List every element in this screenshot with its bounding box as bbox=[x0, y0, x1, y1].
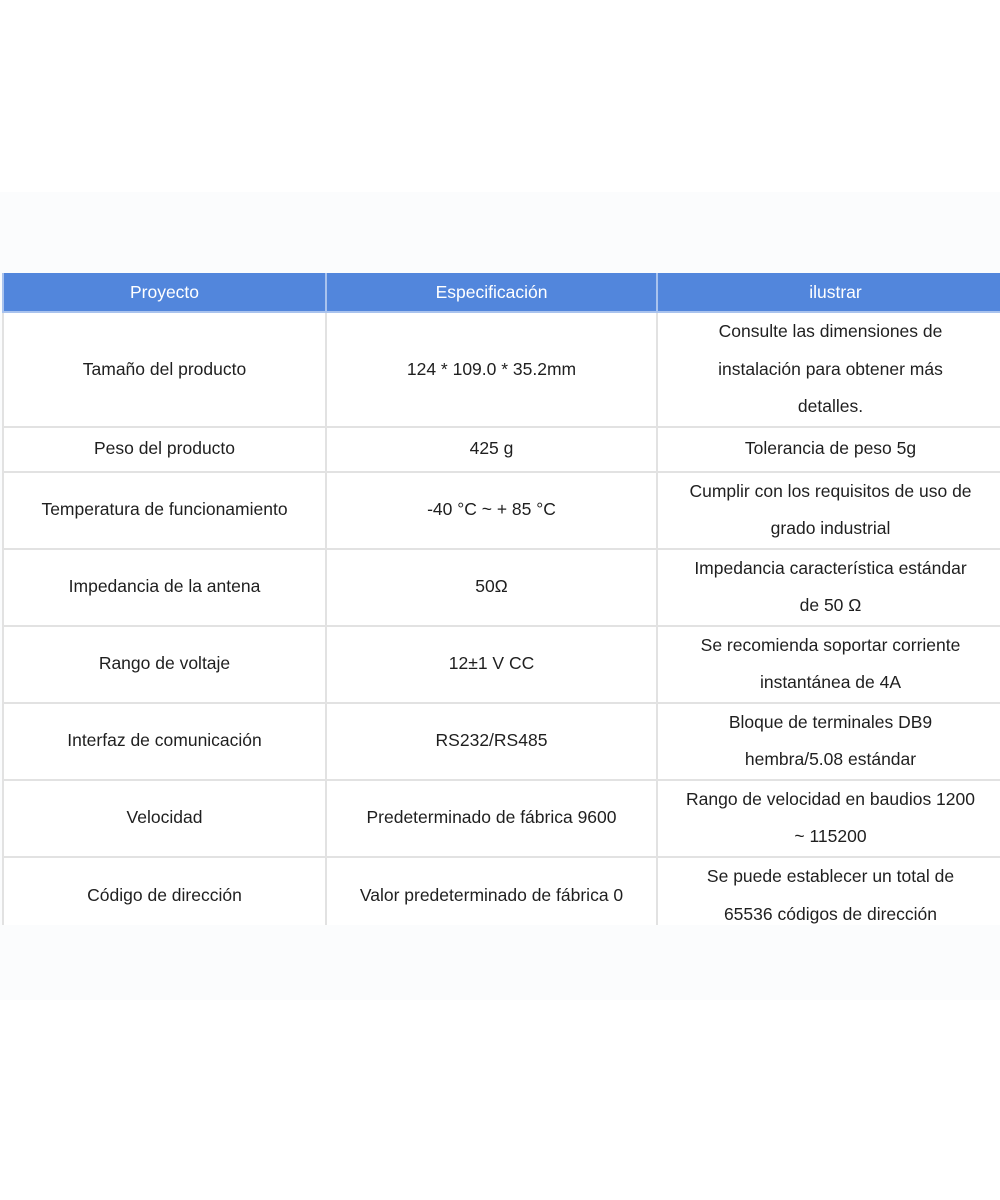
note-line: instalación para obtener más bbox=[718, 358, 943, 379]
table-row bbox=[3, 780, 1000, 857]
note-line: Tolerancia de peso 5g bbox=[744, 438, 917, 459]
cell-note bbox=[657, 427, 1000, 472]
note-line: instantánea de 4A bbox=[759, 672, 902, 692]
column-header-specification: Especificación bbox=[326, 273, 657, 312]
cell-project: Impedancia de la antena bbox=[3, 549, 326, 626]
cell-project: Rango de voltaje bbox=[3, 626, 326, 703]
note-line: Consulte las dimensiones de bbox=[718, 321, 943, 341]
note-line: Impedancia característica estándar bbox=[694, 557, 967, 578]
cell-project: Tamaño del producto bbox=[3, 312, 326, 427]
table-row bbox=[3, 427, 1000, 472]
cell-project: Temperatura de funcionamiento bbox=[3, 472, 326, 549]
note-line: de 50 Ω bbox=[799, 595, 862, 615]
table-row bbox=[3, 472, 1000, 549]
column-header-illustrate: ilustrar bbox=[657, 273, 1000, 312]
spec-table-container bbox=[2, 273, 1000, 925]
note-line: detalles. bbox=[797, 396, 864, 416]
cell-note bbox=[657, 549, 1000, 626]
note-line: Rango de velocidad en baudios 1200 bbox=[686, 788, 975, 809]
table-row bbox=[3, 549, 1000, 626]
cell-spec: RS232/RS485 bbox=[326, 703, 657, 780]
note-line: hembra/5.08 estándar bbox=[744, 749, 917, 769]
table-row bbox=[3, 857, 1000, 926]
cell-note bbox=[657, 857, 1000, 926]
table-header-row bbox=[3, 273, 1000, 312]
cell-note bbox=[657, 312, 1000, 427]
table-row bbox=[3, 703, 1000, 780]
note-line: 65536 códigos de dirección bbox=[723, 903, 938, 924]
cell-spec: 425 g bbox=[326, 427, 657, 472]
cell-note bbox=[657, 626, 1000, 703]
note-line: Bloque de terminales DB9 bbox=[728, 711, 933, 732]
cell-project: Velocidad bbox=[3, 780, 326, 857]
cell-project: Peso del producto bbox=[3, 427, 326, 472]
cell-project: Código de dirección bbox=[3, 857, 326, 926]
table-row bbox=[3, 626, 1000, 703]
cell-note bbox=[657, 780, 1000, 857]
note-line: Se recomienda soportar corriente bbox=[700, 634, 961, 655]
note-line: Se puede establecer un total de bbox=[706, 866, 955, 886]
cell-spec: 12±1 V CC bbox=[326, 626, 657, 703]
cell-spec: 124 * 109.0 * 35.2mm bbox=[326, 312, 657, 427]
cell-note bbox=[657, 472, 1000, 549]
cell-note bbox=[657, 703, 1000, 780]
note-line: grado industrial bbox=[770, 518, 891, 538]
cell-spec: -40 °C ~ + 85 °C bbox=[326, 472, 657, 549]
cell-spec: Predeterminado de fábrica 9600 bbox=[326, 780, 657, 857]
cell-project: Interfaz de comunicación bbox=[3, 703, 326, 780]
cell-spec: Valor predeterminado de fábrica 0 bbox=[326, 857, 657, 926]
column-header-project: Proyecto bbox=[3, 273, 326, 312]
note-line: Cumplir con los requisitos de uso de bbox=[689, 480, 972, 501]
note-line: ~ 115200 bbox=[794, 826, 867, 846]
cell-spec: 50Ω bbox=[326, 549, 657, 626]
table-row bbox=[3, 312, 1000, 427]
spec-table bbox=[2, 273, 1000, 925]
